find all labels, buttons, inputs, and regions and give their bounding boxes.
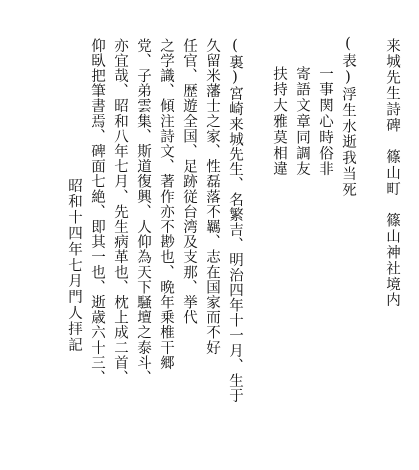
column-poem-line-1: (表)浮生水逝我当死 [340,36,356,198]
column-poem-line-2: 一事関心時俗非 [317,66,333,178]
column-signature: 昭和十四年七月門人拝記 [66,178,82,353]
column-poem-line-4: 扶持大雅莫相違 [271,66,287,178]
column-reverse-line-2: 久留米藩士之家、性磊落不羈、志在国家而不好 [204,38,220,356]
column-poem-line-3: 寄語文章同調友 [294,66,310,178]
column-reverse-line-7: 仰臥把筆書焉、碑面七絶、即其一也、逝歳六十三、 [89,38,105,386]
column-reverse-line-6: 亦宜哉、昭和八年七月、先生病革也、枕上成二首、 [112,38,128,386]
column-reverse-line-3: 任官、歴遊全国、足跡従台湾及支那、挙代 [181,38,197,325]
column-reverse-line-4: 之学識、傾注詩文、著作亦不尠也、晩年乗椎干郷 [158,38,174,371]
column-title: 来城先生詩碑 篠山町 篠山神社境内 [384,38,400,309]
column-reverse-line-1: (裏)宮崎来城先生、名繁吉、明治四年十一月、生于 [227,38,243,404]
column-reverse-line-5: 党、子弟雲集、斯道復興、人仰為天下騒壇之泰斗、 [135,38,151,386]
